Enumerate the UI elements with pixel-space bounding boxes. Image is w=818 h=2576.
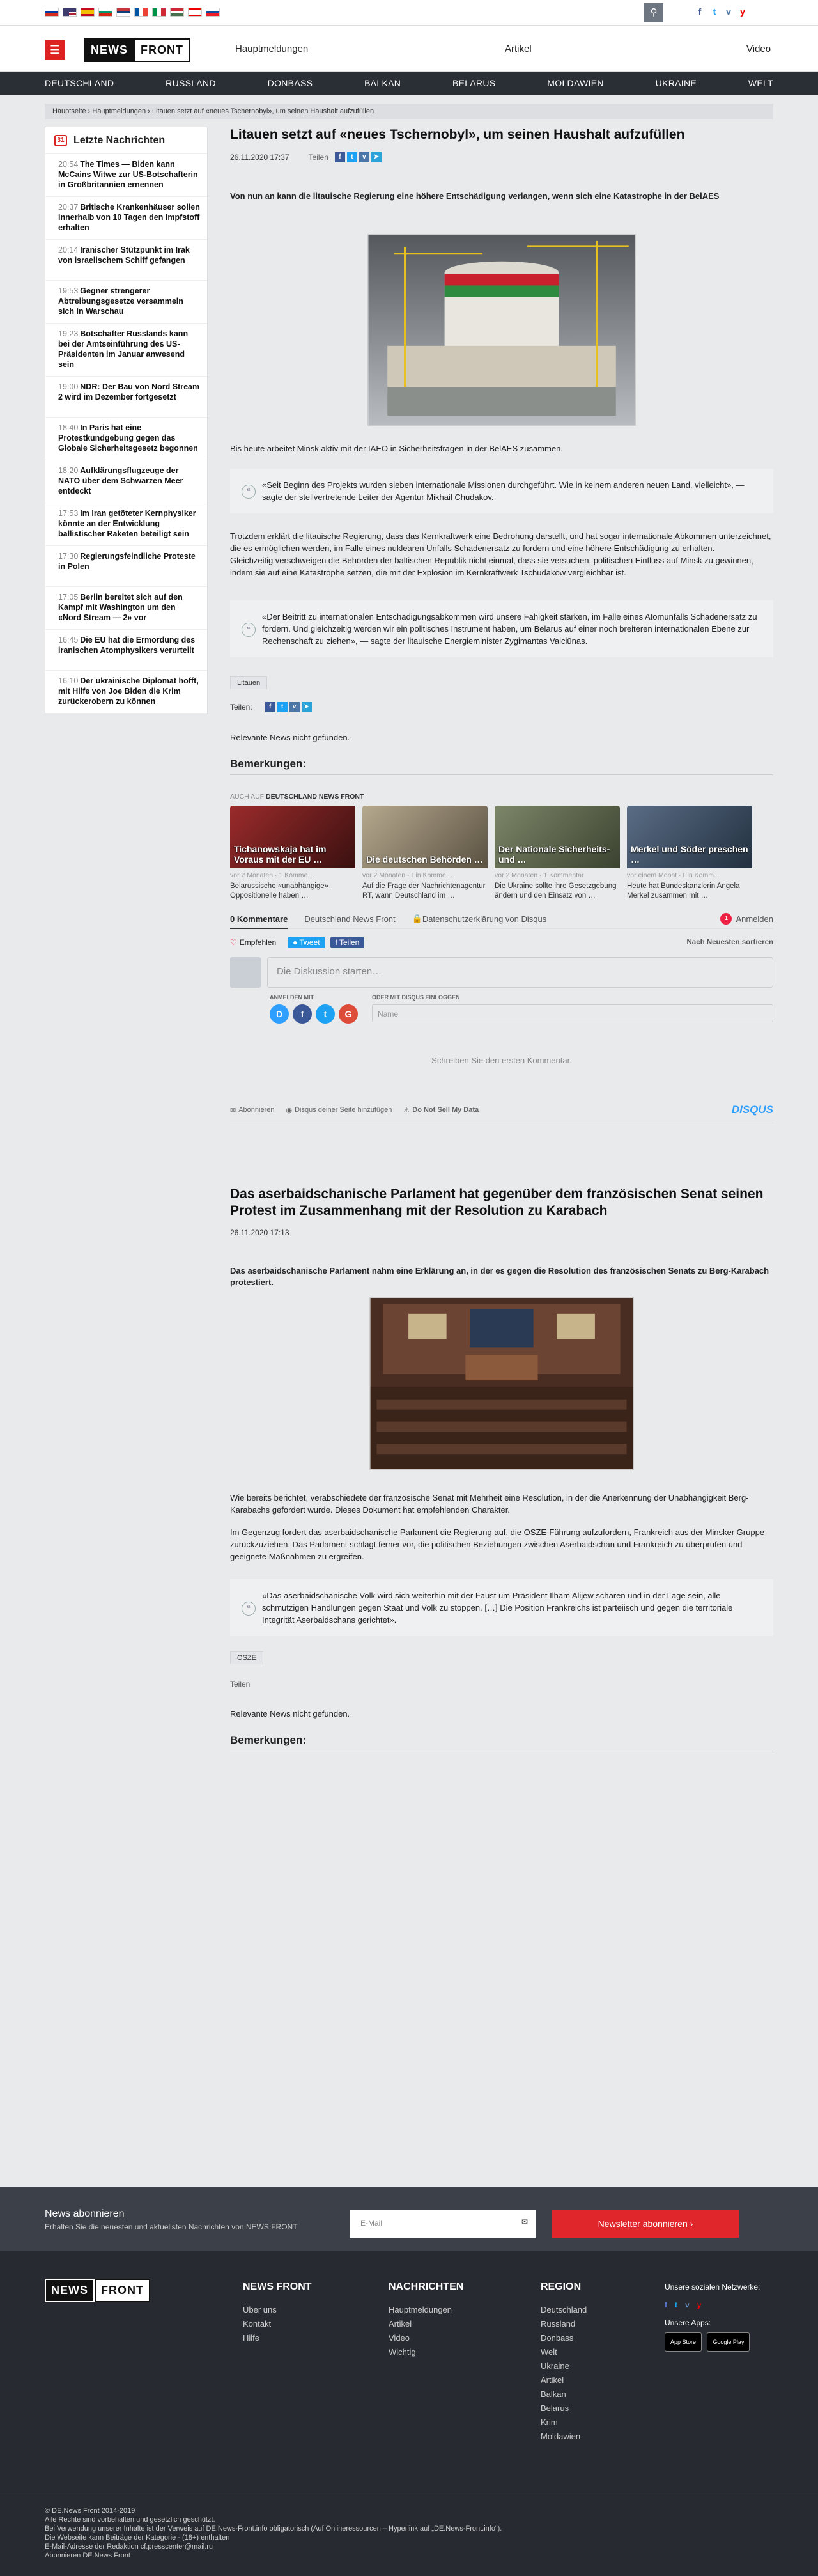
newsletter-bar bbox=[0, 2187, 818, 2251]
twitter-icon[interactable]: t bbox=[675, 2300, 677, 2309]
avatar bbox=[230, 957, 261, 988]
footer-link[interactable]: Balkan bbox=[541, 2389, 566, 2399]
mail-icon: ✉ bbox=[230, 1106, 236, 1114]
news-time: 17:05 bbox=[58, 593, 79, 602]
news-text: Berlin bereitet sich auf den Kampf mit Washington um den «Nord Stream — 2» vor bbox=[58, 593, 183, 622]
cat-deutschland[interactable]: DEUTSCHLAND bbox=[45, 78, 114, 88]
card-text: Auf die Frage der Nachrichtenagentur RT, wann Deutschland im … bbox=[362, 882, 486, 900]
quote-text: «Seit Beginn des Projekts wurden sieben internationale Missionen durchgeführt. Wie in keinem anderen neuen Land, vielleicht», — sagte der stellvertretende Leiter der Agentur Mikhail Chudakov. bbox=[262, 480, 745, 502]
share-twitter-icon[interactable]: t bbox=[347, 152, 357, 162]
news-text: Botschafter Russlands kann bei der Amtseinführung des US-Präsidenten im Januar anwesend sein bbox=[58, 329, 189, 369]
latest-news-sidebar bbox=[45, 127, 208, 714]
mail-icon: ✉ bbox=[521, 2217, 528, 2226]
share-twitter-icon[interactable]: t bbox=[277, 702, 288, 712]
tab-privacy[interactable]: Datenschutzerklärung von Disqus bbox=[422, 914, 547, 924]
news-time: 19:23 bbox=[58, 329, 79, 338]
news-text: NDR: Der Bau von Nord Stream 2 wird im Dezember fortgesetzt bbox=[58, 382, 200, 402]
card-image: Die deutschen Behörden … bbox=[362, 806, 488, 868]
tag-litauen[interactable]: Litauen bbox=[230, 676, 267, 689]
parliament-image bbox=[369, 1297, 634, 1470]
crumb-home[interactable]: Hauptseite bbox=[52, 107, 86, 115]
related-news: Relevante News nicht gefunden. bbox=[230, 733, 350, 742]
article2-lead: Das aserbaidschanische Parlament nahm eine Erklärung an, in der es gegen die Resolution des französischen Senats zu Berg-Karabach protestiert. bbox=[230, 1266, 769, 1287]
related-card[interactable] bbox=[495, 806, 620, 901]
related-cards bbox=[230, 806, 773, 901]
disqus-tabs bbox=[230, 910, 773, 929]
language-flags bbox=[45, 8, 220, 17]
sidebar-news-item[interactable] bbox=[45, 324, 207, 377]
share-telegram-icon[interactable]: ➤ bbox=[371, 152, 382, 162]
vk-icon[interactable]: v bbox=[726, 6, 731, 17]
news-time: 20:54 bbox=[58, 160, 79, 169]
disqus-logo[interactable]: DISQUS bbox=[731, 1104, 773, 1116]
footer-logo[interactable] bbox=[45, 2277, 150, 2303]
share-vk-icon[interactable]: v bbox=[289, 702, 300, 712]
legal-line: Alle Rechte sind vorbehalten und gesetzlich geschützt. bbox=[45, 2516, 215, 2524]
facebook-icon[interactable]: f bbox=[665, 2300, 667, 2309]
card-meta: vor 2 Monaten · Ein Komme… bbox=[362, 871, 453, 879]
breadcrumb: Hauptseite › Hauptmeldungen › Litauen setzt auf «neues Tschernobyl», um seinen Haushalt aufzufüllen bbox=[45, 104, 773, 119]
flag-ru[interactable] bbox=[45, 8, 59, 17]
nav-hauptmeldungen[interactable]: Hauptmeldungen bbox=[235, 43, 309, 54]
copyright: © DE.News Front 2014-2019 bbox=[45, 2507, 135, 2515]
google-play-badge[interactable]: Google Play bbox=[707, 2332, 750, 2352]
card-meta: vor 2 Monaten · 1 Kommentar bbox=[495, 871, 584, 879]
logo-part-right: FRONT bbox=[134, 38, 190, 62]
card-meta: vor 2 Monaten · 1 Komme… bbox=[230, 871, 314, 879]
news-text: Im Iran getöteter Kernphysiker könnte an der Entwicklung ballistischer Raketen beteiligt sein bbox=[58, 509, 196, 538]
remarks-heading: Bemerkungen: bbox=[230, 758, 307, 770]
quote-box bbox=[230, 469, 773, 513]
quote-icon: ❝ bbox=[242, 1602, 256, 1616]
header bbox=[0, 26, 818, 72]
card-meta: vor einem Monat · Ein Komm… bbox=[627, 871, 721, 879]
sidebar-news-item[interactable] bbox=[45, 197, 207, 240]
news-text: Iranischer Stützpunkt im Irak von israelischem Schiff gefangen bbox=[58, 246, 190, 265]
card-text: Belarussische «unabhängige» Oppositionelle haben … bbox=[230, 882, 329, 900]
disqus-d-icon: ◉ bbox=[286, 1106, 293, 1114]
article2-photo bbox=[230, 1297, 773, 1470]
legal-line: Bei Verwendung unserer Inhalte ist der Verweis auf DE.News-Front.info obligatorisch (Auf Onlineressourcen – Hyperlink auf „DE.News-Front.info“). bbox=[45, 2525, 502, 2533]
remarks-heading: Bemerkungen: bbox=[230, 1734, 307, 1746]
crumb-section[interactable]: Hauptmeldungen bbox=[92, 107, 146, 115]
share-facebook-icon[interactable]: f bbox=[335, 152, 345, 162]
article-paragraph: Gleichzeitig verschweigen die Behörden der baltischen Republik nicht einmal, dass sie versuchen, politischen Einfluss auf Minsk zu gewinnen, indem sie auf eine Katastrophe setzen, die mit der Explosion im Kernkraftwerk Tschudakow vergleichbar ist. bbox=[230, 556, 753, 577]
flag-sk[interactable] bbox=[206, 8, 220, 17]
news-time: 19:00 bbox=[58, 382, 79, 391]
quote-text: «Der Beitritt zu internationalen Entschädigungsabkommen wird unsere Fähigkeit stärken, im Falle eines Atomunfalls Schadenersatz zu fordern. Und gleichzeitig werden wir ein politisches Instrument haben, um Belarus auf einer noch breiteren internationalen Ebene zur Rechenschaft zu ziehen», — sagte der litauische Energieminister Zygimantas Vaiciūnas. bbox=[262, 612, 757, 646]
news-text: In Paris hat eine Protestkundgebung gegen das Globale Sicherheitsgesetz begonnen bbox=[58, 423, 198, 453]
sort-dropdown[interactable]: Nach Neuesten sortieren bbox=[686, 939, 773, 946]
warning-icon: ⚠ bbox=[403, 1106, 410, 1114]
fb-share-button[interactable]: f Teilen bbox=[330, 937, 365, 948]
footer-link[interactable]: Hauptmeldungen bbox=[389, 2305, 452, 2314]
also-on-heading: AUCH AUF DEUTSCHLAND NEWS FRONT bbox=[230, 793, 364, 800]
newsletter-email-input[interactable]: E-Mail ✉ bbox=[350, 2210, 536, 2238]
sidebar-news-item[interactable] bbox=[45, 281, 207, 324]
related-card[interactable] bbox=[362, 806, 488, 901]
dnsmpi-link[interactable]: Do Not Sell My Data bbox=[412, 1106, 479, 1114]
social-title: Unsere sozialen Netzwerke: bbox=[665, 2283, 760, 2291]
share-row bbox=[230, 702, 773, 712]
also-on-site[interactable]: DEUTSCHLAND NEWS FRONT bbox=[266, 793, 364, 800]
sidebar-news-item[interactable] bbox=[45, 418, 207, 460]
news-text: Britische Krankenhäuser sollen innerhalb von 10 Tagen den Impfstoff erhalten bbox=[58, 203, 200, 232]
card-image: Merkel und Söder preschen … bbox=[627, 806, 752, 868]
article-date: 26.11.2020 17:37 bbox=[230, 153, 289, 162]
footer-link[interactable]: Welt bbox=[541, 2347, 557, 2357]
footer-link[interactable]: Krim bbox=[541, 2417, 558, 2427]
footer-link[interactable]: Wichtig bbox=[389, 2347, 416, 2357]
newsletter-title: News abonnieren bbox=[45, 2208, 125, 2219]
share-label: Teilen bbox=[308, 153, 328, 162]
name-input[interactable]: Name bbox=[372, 1004, 773, 1022]
article2-paragraph: Wie bereits berichtet, verabschiedete der französische Senat mit Mehrheit eine Resolution, in der die Anerkennung der Unabhängigkeit Berg-Karabachs gefordert wurde. Dieses Dokument hat empfehlenden Charakter. bbox=[230, 1493, 749, 1515]
top-bar bbox=[0, 0, 818, 26]
main-content bbox=[230, 127, 773, 1751]
article2-title[interactable]: Das aserbaidschanische Parlament hat gegenüber dem französischen Senat seinen Protest im Zusammenhang mit der Resolution zu Karabach bbox=[230, 1187, 764, 1218]
news-time: 16:10 bbox=[58, 676, 79, 685]
search-icon[interactable]: ⚲ bbox=[644, 3, 663, 22]
cat-ukraine[interactable]: UKRAINE bbox=[655, 78, 697, 88]
nuclear-plant-image bbox=[367, 234, 636, 426]
footer-link[interactable]: Hilfe bbox=[243, 2333, 260, 2343]
footer-link[interactable]: Artikel bbox=[389, 2319, 412, 2329]
card-text: Die Ukraine sollte ihre Gesetzgebung ändern und den Einsatz von … bbox=[495, 882, 617, 900]
empty-comments: Schreiben Sie den ersten Kommentar. bbox=[431, 1056, 572, 1065]
footer-col-region: REGION Deutschland Russland Donbass Welt Ukraine Artikel Balkan Belarus Krim Moldawien bbox=[541, 2280, 587, 2444]
crumb-current: Litauen setzt auf «neues Tschernobyl», um seinen Haushalt aufzufüllen bbox=[151, 107, 374, 115]
article-photo bbox=[230, 234, 773, 426]
footer-link[interactable]: Video bbox=[389, 2333, 410, 2343]
google-login-icon[interactable]: G bbox=[339, 1004, 358, 1024]
flag-ge[interactable] bbox=[188, 8, 202, 17]
newsletter-subscribe-button[interactable]: Newsletter abonnieren › bbox=[552, 2210, 739, 2238]
sidebar-news-item[interactable] bbox=[45, 240, 207, 281]
news-time: 18:40 bbox=[58, 423, 79, 432]
footer-col-social bbox=[665, 2280, 760, 2352]
quote-icon: ❝ bbox=[242, 623, 256, 637]
app-store-badge[interactable]: App Store bbox=[665, 2332, 702, 2352]
quote-icon: ❝ bbox=[242, 485, 256, 499]
category-nav bbox=[0, 72, 818, 95]
card-image: Der Nationale Sicherheits- und … bbox=[495, 806, 620, 868]
footer bbox=[0, 2251, 818, 2576]
tab-comments[interactable]: 0 Kommentare bbox=[230, 914, 288, 929]
share-facebook-icon[interactable]: f bbox=[265, 702, 275, 712]
footer-link[interactable]: Russland bbox=[541, 2319, 576, 2329]
nav-video[interactable]: Video bbox=[746, 43, 771, 54]
flag-rs[interactable] bbox=[116, 8, 130, 17]
related-card[interactable] bbox=[627, 806, 752, 901]
news-time: 16:45 bbox=[58, 636, 79, 644]
add-disqus-link[interactable]: Disqus deiner Seite hinzufügen bbox=[295, 1106, 392, 1114]
related-card[interactable] bbox=[230, 806, 355, 901]
news-text: Die EU hat die Ermordung des iranischen Atomphysikers verurteilt bbox=[58, 636, 196, 655]
sidebar-news-item[interactable] bbox=[45, 587, 207, 630]
sidebar-title bbox=[45, 127, 207, 154]
cat-moldawien[interactable]: MOLDAWIEN bbox=[547, 78, 604, 88]
cat-belarus[interactable]: BELARUS bbox=[452, 78, 496, 88]
tab-site[interactable]: Deutschland News Front bbox=[304, 914, 396, 924]
quote-box bbox=[230, 1579, 773, 1636]
news-text: Regierungsfeindliche Proteste in Polen bbox=[58, 552, 196, 571]
nav-artikel[interactable]: Artikel bbox=[505, 43, 532, 54]
sidebar-news-item[interactable] bbox=[45, 377, 207, 418]
flag-fr[interactable] bbox=[134, 8, 148, 17]
sidebar-news-item[interactable] bbox=[45, 154, 207, 197]
news-text: The Times — Biden kann McCains Witwe zur US-Botschafterin in Großbritannien ernennen bbox=[58, 160, 198, 189]
news-time: 18:20 bbox=[58, 466, 79, 475]
twitter-icon[interactable]: t bbox=[713, 6, 716, 17]
footer-link[interactable]: Ukraine bbox=[541, 2361, 569, 2371]
comment-composer bbox=[230, 957, 773, 988]
subscribe-footer-link[interactable]: Abonnieren DE.News Front bbox=[45, 2552, 130, 2559]
article-meta bbox=[230, 152, 773, 162]
recommend-button[interactable]: Empfehlen bbox=[239, 938, 277, 947]
disqus-actions bbox=[230, 937, 773, 948]
share-vk-icon[interactable]: v bbox=[359, 152, 369, 162]
news-time: 20:14 bbox=[58, 246, 79, 254]
article2-meta bbox=[230, 1228, 773, 1237]
twitter-login-icon[interactable]: t bbox=[316, 1004, 335, 1024]
apps-title: Unsere Apps: bbox=[665, 2318, 711, 2327]
flag-us[interactable] bbox=[63, 8, 77, 17]
cat-welt[interactable]: WELT bbox=[748, 78, 773, 88]
news-text: Gegner strengerer Abtreibungsgesetze versammeln sich in Warschau bbox=[58, 286, 183, 316]
footer-link[interactable]: Über uns bbox=[243, 2305, 277, 2314]
share-label: Teilen: bbox=[230, 703, 252, 712]
article-paragraph: Trotzdem erklärt die litauische Regierung, dass das Kernkraftwerk eine Bedrohung darstellt, und hat sogar internationale Abkommen unterzeichnet, die es ermöglichen werden, im Falle eines nuklearen Unfalls Schadenersatz zu fordern und eine höhere Entschädigung zu erhalten. bbox=[230, 531, 771, 553]
newsletter-subtitle: Erhalten Sie die neuesten und aktuellsten Nachrichten von NEWS FRONT bbox=[45, 2222, 298, 2231]
subscribe-link[interactable]: Abonnieren bbox=[238, 1106, 275, 1114]
quote-text: «Das aserbaidschanische Volk wird sich weiterhin mit der Faust um Präsident Ilham Alijew scharen und in der Lage sein, alle schmutzigen Handlungen gegen Staat und Volk zu stoppen. […] Die Position Frankreichs ist parteiisch und gegen die territoriale Integrität Aserbaidschans gerichtet». bbox=[262, 1591, 733, 1625]
heart-icon: ♡ bbox=[230, 938, 237, 947]
calendar-icon: 31 bbox=[54, 135, 67, 146]
site-logo[interactable] bbox=[84, 37, 190, 63]
share-telegram-icon[interactable]: ➤ bbox=[302, 702, 312, 712]
lock-icon: 🔒 bbox=[412, 914, 422, 923]
cat-donbass[interactable]: DONBASS bbox=[267, 78, 313, 88]
news-time: 17:53 bbox=[58, 509, 79, 518]
logo-part-left: NEWS bbox=[45, 2279, 95, 2302]
sidebar-news-item[interactable] bbox=[45, 671, 207, 714]
article2-date: 26.11.2020 17:13 bbox=[230, 1228, 289, 1237]
facebook-login-icon[interactable]: f bbox=[293, 1004, 312, 1024]
login-options: ANMELDEN MIT D f t G ODER MIT DISQUS EINLOGGEN Name bbox=[270, 994, 773, 1024]
tweet-button[interactable]: ● Tweet bbox=[288, 937, 325, 948]
disqus-login-icon[interactable]: D bbox=[270, 1004, 289, 1024]
footer-legal bbox=[45, 2506, 502, 2560]
footer-col-nachrichten: NACHRICHTEN Hauptmeldungen Artikel Video Wichtig bbox=[389, 2280, 463, 2359]
vk-icon[interactable]: v bbox=[685, 2300, 690, 2309]
legal-line: E-Mail-Adresse der Redaktion cf.presscenter@mail.ru bbox=[45, 2543, 213, 2550]
article-title: Litauen setzt auf «neues Tschernobyl», um seinen Haushalt aufzufüllen bbox=[230, 127, 685, 142]
footer-link[interactable]: Deutschland bbox=[541, 2305, 587, 2314]
cat-balkan[interactable]: BALKAN bbox=[364, 78, 401, 88]
login-button[interactable]: Anmelden bbox=[736, 914, 773, 924]
card-image: Tichanowskaja hat im Voraus mit der EU … bbox=[230, 806, 355, 868]
flag-hu[interactable] bbox=[170, 8, 184, 17]
logo-part-right: FRONT bbox=[95, 2279, 150, 2302]
article-lead: Von nun an kann die litauische Regierung eine höhere Entschädigung verlangen, wenn sich eine Katastrophe in der BelAES bbox=[230, 191, 720, 201]
tag-osze[interactable]: OSZE bbox=[230, 1651, 263, 1664]
quote-box bbox=[230, 600, 773, 657]
sidebar-news-item[interactable] bbox=[45, 630, 207, 671]
youtube-icon[interactable]: y bbox=[697, 2300, 702, 2309]
flag-es[interactable] bbox=[81, 8, 95, 17]
notification-icon: 1 bbox=[720, 913, 732, 925]
disqus-footer bbox=[230, 1104, 773, 1123]
sidebar-news-item[interactable] bbox=[45, 460, 207, 503]
related-news: Relevante News nicht gefunden. bbox=[230, 1709, 350, 1719]
logo-part-left: NEWS bbox=[84, 38, 134, 62]
sidebar-title-text: Letzte Nachrichten bbox=[73, 135, 166, 146]
menu-icon[interactable]: ☰ bbox=[45, 40, 65, 60]
flag-bg[interactable] bbox=[98, 8, 112, 17]
facebook-icon[interactable]: f bbox=[698, 6, 702, 17]
sidebar-news-item[interactable] bbox=[45, 503, 207, 546]
footer-col-newsfront: NEWS FRONT Über uns Kontakt Hilfe bbox=[243, 2280, 312, 2345]
footer-link[interactable]: Artikel bbox=[541, 2375, 564, 2385]
news-text: Der ukrainische Diplomat hofft, mit Hilfe von Joe Biden die Krim zurückerobern zu können bbox=[58, 676, 199, 706]
news-time: 19:53 bbox=[58, 286, 79, 295]
news-time: 17:30 bbox=[58, 552, 79, 561]
content-wrap bbox=[45, 95, 773, 2169]
legal-line: Die Webseite kann Beiträge der Kategorie - (18+) enthalten bbox=[45, 2534, 230, 2541]
footer-link[interactable]: Belarus bbox=[541, 2403, 569, 2413]
footer-link[interactable]: Donbass bbox=[541, 2333, 574, 2343]
footer-link[interactable]: Kontakt bbox=[243, 2319, 272, 2329]
news-text: Aufklärungsflugzeuge der NATO über dem Schwarzen Meer entdeckt bbox=[58, 466, 183, 496]
comment-input[interactable]: Die Diskussion starten… bbox=[267, 957, 773, 988]
youtube-icon[interactable]: y bbox=[740, 6, 745, 17]
card-text: Heute hat Bundeskanzlerin Angela Merkel zusammen mit … bbox=[627, 882, 740, 900]
footer-link[interactable]: Moldawien bbox=[541, 2432, 581, 2441]
article2-share: Teilen bbox=[230, 1680, 251, 1689]
cat-russland[interactable]: RUSSLAND bbox=[166, 78, 216, 88]
sidebar-news-item[interactable] bbox=[45, 546, 207, 587]
news-time: 20:37 bbox=[58, 203, 79, 212]
photo-caption: Bis heute arbeitet Minsk aktiv mit der IAEO in Sicherheitsfragen in der BelAES zusammen. bbox=[230, 444, 563, 453]
article2-paragraph: Im Gegenzug fordert das aserbaidschanische Parlament die Regierung auf, die OSZE-Führung aufzufordern, Frankreich aus der Minsker Gruppe zurückzuziehen. Das Parlament schlägt ferner vor, die politischen Beziehungen zwischen Aserbaidschan und Frankreich zu überprüfen und geeignete Maßnahmen zu ergreifen. bbox=[230, 1527, 765, 1561]
flag-it[interactable] bbox=[152, 8, 166, 17]
